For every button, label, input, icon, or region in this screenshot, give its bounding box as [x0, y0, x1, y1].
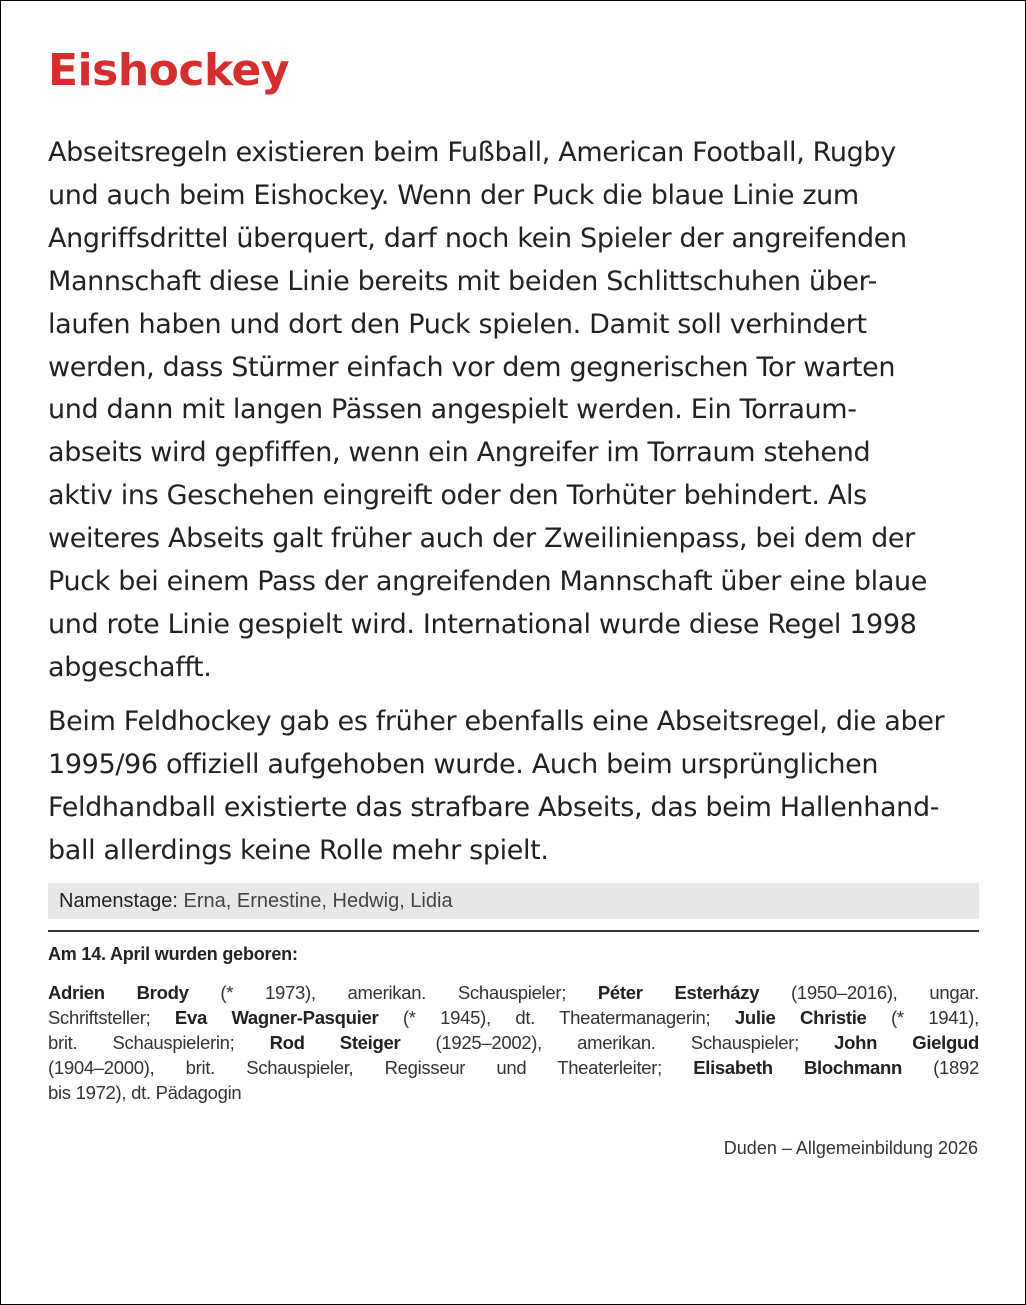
text-line: ball allerdings keine Rolle mehr spielt. — [48, 834, 549, 866]
person-details: (1950–2016), ungar. — [759, 982, 979, 1003]
text-line: und auch beim Eishockey. Wenn der Puck die blaue Linie zum — [48, 179, 859, 211]
text-line: und dann mit langen Pässen angespielt werden. Ein Torraum- — [48, 394, 857, 426]
born-line — [48, 1080, 979, 1105]
paragraph-2 — [48, 701, 988, 873]
born-list — [48, 980, 979, 1105]
text-line: abseits wird gepfiffen, wenn ein Angreifer im Torraum stehend — [48, 437, 871, 469]
born-line — [48, 1030, 979, 1055]
text-line: und rote Linie gespielt wird. International wurde diese Regel 1998 — [48, 608, 917, 640]
text-line: abgeschafft. — [48, 651, 212, 683]
person-details: (1892 — [901, 1057, 980, 1078]
person-details: (* 1945), dt. Theatermanagerin; — [378, 1007, 735, 1028]
text-line: Abseitsregeln existieren beim Fußball, American Football, Rugby — [48, 137, 896, 168]
page-title: Eishockey — [48, 45, 290, 96]
namenstage-names: Erna, Ernestine, Hedwig, Lidia — [183, 890, 453, 912]
born-line — [48, 1055, 979, 1080]
person-name: Rod Steiger — [269, 1032, 401, 1053]
person-details: (* 1973), amerikan. Schauspieler; — [188, 982, 598, 1003]
text-line: Feldhandball existierte das strafbare Abseits, das beim Hallenhand- — [48, 791, 940, 823]
person-details: (* 1941), — [866, 1007, 979, 1028]
person-name: Péter Esterházy — [597, 982, 760, 1003]
namenstage-box — [48, 883, 979, 919]
person-details: (1925–2002), amerikan. Schauspieler; — [400, 1032, 835, 1053]
born-line — [48, 980, 979, 1005]
person-details: (1904–2000), brit. Schauspieler, Regisseur und Theaterleiter; — [48, 1057, 694, 1078]
text-line: laufen haben und dort den Puck spielen. Damit soll verhindert — [48, 308, 867, 340]
person-details: Schriftsteller; — [48, 1007, 175, 1028]
born-line — [48, 1005, 979, 1030]
person-details: bis 1972), dt. Pädagogin — [48, 1082, 242, 1103]
text-line: aktiv ins Geschehen eingreift oder den Torhüter behindert. Als — [48, 480, 867, 512]
born-heading: Am 14. April wurden geboren: — [48, 944, 298, 964]
text-line: Mannschaft diese Linie bereits mit beiden Schlittschuhen über- — [48, 265, 878, 297]
text-line: Beim Feldhockey gab es früher ebenfalls eine Abseitsregel, die aber — [48, 705, 945, 737]
section-divider — [48, 930, 979, 932]
person-name: Adrien Brody — [48, 982, 189, 1003]
namenstage-label: Namenstage: — [59, 890, 178, 912]
text-line: werden, dass Stürmer einfach vor dem gegnerischen Tor warten — [48, 351, 896, 383]
person-name: Elisabeth Blochmann — [693, 1057, 902, 1078]
footer-source: Duden – Allgemeinbildung 2026 — [723, 1138, 978, 1158]
person-name: Julie Christie — [734, 1007, 867, 1028]
person-details: brit. Schauspielerin; — [48, 1032, 270, 1053]
person-name: Eva Wagner-Pasquier — [174, 1007, 379, 1028]
text-line: Puck bei einem Pass der angreifenden Mannschaft über eine blaue — [48, 566, 928, 598]
text-line: Angriffsdrittel überquert, darf noch kein Spieler der angreifenden — [48, 222, 907, 254]
paragraph-1 — [48, 132, 988, 690]
article-body — [48, 132, 988, 883]
person-name: John Gielgud — [834, 1032, 979, 1053]
text-line: weiteres Abseits galt früher auch der Zweilinienpass, bei dem der — [48, 523, 915, 555]
text-line: 1995/96 offiziell aufgehoben wurde. Auch beim ursprünglichen — [48, 748, 879, 780]
